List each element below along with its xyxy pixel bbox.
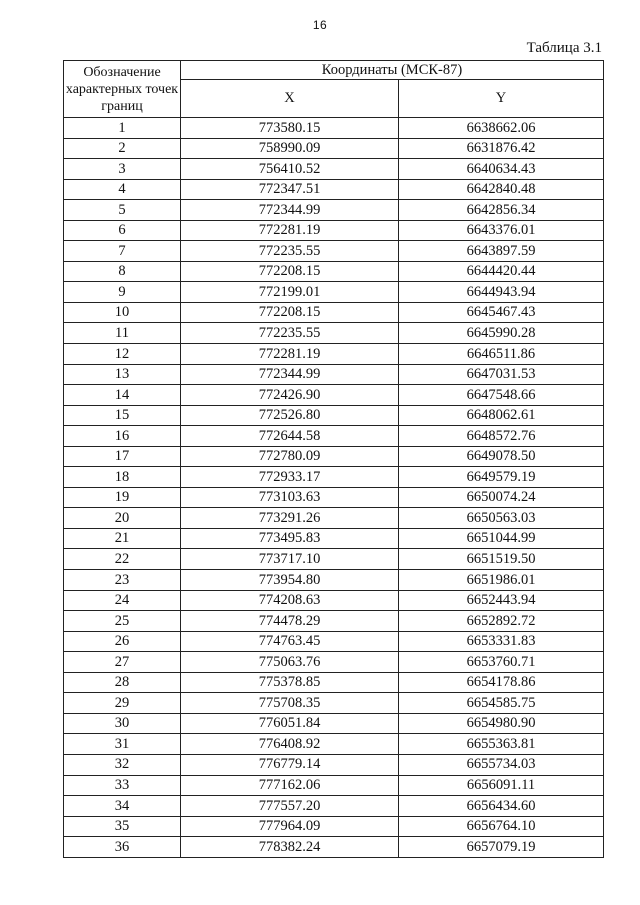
point-number-cell: 33 <box>64 775 181 796</box>
y-coordinate-cell: 6653331.83 <box>399 631 604 652</box>
point-number-cell: 22 <box>64 549 181 570</box>
y-coordinate-cell: 6651986.01 <box>399 570 604 591</box>
point-number-cell: 34 <box>64 796 181 817</box>
y-coordinate-cell: 6652443.94 <box>399 590 604 611</box>
y-coordinate-cell: 6650074.24 <box>399 487 604 508</box>
x-coordinate-cell: 774763.45 <box>181 631 399 652</box>
x-coordinate-cell: 773580.15 <box>181 118 399 139</box>
header-y: Y <box>399 80 604 118</box>
table-row <box>64 652 604 673</box>
y-coordinate-cell: 6654178.86 <box>399 672 604 693</box>
x-coordinate-cell: 774208.63 <box>181 590 399 611</box>
table-row <box>64 446 604 467</box>
point-number-cell: 27 <box>64 652 181 673</box>
x-coordinate-cell: 772344.99 <box>181 364 399 385</box>
table-row <box>64 508 604 529</box>
y-coordinate-cell: 6654980.90 <box>399 713 604 734</box>
x-coordinate-cell: 772235.55 <box>181 323 399 344</box>
point-number-cell: 16 <box>64 426 181 447</box>
table-row <box>64 220 604 241</box>
table-row <box>64 754 604 775</box>
point-number-cell: 17 <box>64 446 181 467</box>
x-coordinate-cell: 772526.80 <box>181 405 399 426</box>
table-row <box>64 159 604 180</box>
x-coordinate-cell: 756410.52 <box>181 159 399 180</box>
table-row <box>64 323 604 344</box>
x-coordinate-cell: 772208.15 <box>181 261 399 282</box>
point-number-cell: 5 <box>64 200 181 221</box>
y-coordinate-cell: 6646511.86 <box>399 344 604 365</box>
y-coordinate-cell: 6656434.60 <box>399 796 604 817</box>
point-number-cell: 6 <box>64 220 181 241</box>
point-number-cell: 20 <box>64 508 181 529</box>
table-row <box>64 549 604 570</box>
point-number-cell: 29 <box>64 693 181 714</box>
table-row <box>64 426 604 447</box>
y-coordinate-cell: 6645990.28 <box>399 323 604 344</box>
table-row <box>64 467 604 488</box>
y-coordinate-cell: 6648572.76 <box>399 426 604 447</box>
table-caption: Таблица 3.1 <box>526 40 602 56</box>
x-coordinate-cell: 772347.51 <box>181 179 399 200</box>
table-row <box>64 261 604 282</box>
table-row <box>64 241 604 262</box>
table-row <box>64 385 604 406</box>
point-number-cell: 11 <box>64 323 181 344</box>
table-row <box>64 837 604 858</box>
x-coordinate-cell: 773291.26 <box>181 508 399 529</box>
y-coordinate-cell: 6649579.19 <box>399 467 604 488</box>
table-row <box>64 118 604 139</box>
table-row <box>64 570 604 591</box>
point-number-cell: 15 <box>64 405 181 426</box>
table-row <box>64 590 604 611</box>
x-coordinate-cell: 776779.14 <box>181 754 399 775</box>
y-coordinate-cell: 6638662.06 <box>399 118 604 139</box>
x-coordinate-cell: 773954.80 <box>181 570 399 591</box>
header-coordinates-group: Координаты (МСК-87) <box>181 61 604 80</box>
x-coordinate-cell: 776408.92 <box>181 734 399 755</box>
y-coordinate-cell: 6643897.59 <box>399 241 604 262</box>
y-coordinate-cell: 6644420.44 <box>399 261 604 282</box>
table-row <box>64 487 604 508</box>
x-coordinate-cell: 777557.20 <box>181 796 399 817</box>
y-coordinate-cell: 6656764.10 <box>399 816 604 837</box>
table-row <box>64 528 604 549</box>
table-row <box>64 796 604 817</box>
y-coordinate-cell: 6651519.50 <box>399 549 604 570</box>
x-coordinate-cell: 777964.09 <box>181 816 399 837</box>
x-coordinate-cell: 778382.24 <box>181 837 399 858</box>
x-coordinate-cell: 775063.76 <box>181 652 399 673</box>
point-number-cell: 2 <box>64 138 181 159</box>
table-row <box>64 816 604 837</box>
y-coordinate-cell: 6648062.61 <box>399 405 604 426</box>
x-coordinate-cell: 773495.83 <box>181 528 399 549</box>
point-number-cell: 12 <box>64 344 181 365</box>
x-coordinate-cell: 772780.09 <box>181 446 399 467</box>
y-coordinate-cell: 6655363.81 <box>399 734 604 755</box>
point-number-cell: 35 <box>64 816 181 837</box>
point-number-cell: 23 <box>64 570 181 591</box>
x-coordinate-cell: 776051.84 <box>181 713 399 734</box>
y-coordinate-cell: 6647031.53 <box>399 364 604 385</box>
x-coordinate-cell: 777162.06 <box>181 775 399 796</box>
coordinates-table <box>63 60 604 858</box>
table-row <box>64 364 604 385</box>
x-coordinate-cell: 773103.63 <box>181 487 399 508</box>
y-coordinate-cell: 6645467.43 <box>399 302 604 323</box>
y-coordinate-cell: 6654585.75 <box>399 693 604 714</box>
point-number-cell: 1 <box>64 118 181 139</box>
point-number-cell: 19 <box>64 487 181 508</box>
x-coordinate-cell: 772281.19 <box>181 220 399 241</box>
x-coordinate-cell: 772199.01 <box>181 282 399 303</box>
point-number-cell: 14 <box>64 385 181 406</box>
table-row <box>64 282 604 303</box>
point-number-cell: 25 <box>64 611 181 632</box>
point-number-cell: 8 <box>64 261 181 282</box>
table-row <box>64 344 604 365</box>
point-number-cell: 10 <box>64 302 181 323</box>
page-number: 16 <box>312 18 328 32</box>
point-number-cell: 3 <box>64 159 181 180</box>
y-coordinate-cell: 6642840.48 <box>399 179 604 200</box>
x-coordinate-cell: 772644.58 <box>181 426 399 447</box>
point-number-cell: 18 <box>64 467 181 488</box>
header-point-designation: Обозначение характерных точек границ <box>64 61 181 118</box>
y-coordinate-cell: 6656091.11 <box>399 775 604 796</box>
point-number-cell: 32 <box>64 754 181 775</box>
table-row <box>64 672 604 693</box>
x-coordinate-cell: 775378.85 <box>181 672 399 693</box>
y-coordinate-cell: 6652892.72 <box>399 611 604 632</box>
y-coordinate-cell: 6640634.43 <box>399 159 604 180</box>
y-coordinate-cell: 6643376.01 <box>399 220 604 241</box>
y-coordinate-cell: 6650563.03 <box>399 508 604 529</box>
x-coordinate-cell: 772933.17 <box>181 467 399 488</box>
y-coordinate-cell: 6657079.19 <box>399 837 604 858</box>
y-coordinate-cell: 6642856.34 <box>399 200 604 221</box>
point-number-cell: 4 <box>64 179 181 200</box>
point-number-cell: 13 <box>64 364 181 385</box>
x-coordinate-cell: 774478.29 <box>181 611 399 632</box>
x-coordinate-cell: 772208.15 <box>181 302 399 323</box>
point-number-cell: 7 <box>64 241 181 262</box>
x-coordinate-cell: 758990.09 <box>181 138 399 159</box>
point-number-cell: 9 <box>64 282 181 303</box>
x-coordinate-cell: 775708.35 <box>181 693 399 714</box>
point-number-cell: 24 <box>64 590 181 611</box>
table-row <box>64 693 604 714</box>
y-coordinate-cell: 6651044.99 <box>399 528 604 549</box>
y-coordinate-cell: 6649078.50 <box>399 446 604 467</box>
table-row <box>64 713 604 734</box>
table-row <box>64 302 604 323</box>
y-coordinate-cell: 6647548.66 <box>399 385 604 406</box>
x-coordinate-cell: 772235.55 <box>181 241 399 262</box>
table-row <box>64 179 604 200</box>
y-coordinate-cell: 6631876.42 <box>399 138 604 159</box>
y-coordinate-cell: 6653760.71 <box>399 652 604 673</box>
table-row <box>64 138 604 159</box>
y-coordinate-cell: 6655734.03 <box>399 754 604 775</box>
table-row <box>64 200 604 221</box>
table-body <box>64 118 604 858</box>
table-row <box>64 775 604 796</box>
point-number-cell: 26 <box>64 631 181 652</box>
table-header <box>64 61 604 118</box>
point-number-cell: 30 <box>64 713 181 734</box>
table-row <box>64 405 604 426</box>
table-row <box>64 631 604 652</box>
x-coordinate-cell: 772426.90 <box>181 385 399 406</box>
point-number-cell: 36 <box>64 837 181 858</box>
x-coordinate-cell: 773717.10 <box>181 549 399 570</box>
table-row <box>64 611 604 632</box>
y-coordinate-cell: 6644943.94 <box>399 282 604 303</box>
point-number-cell: 31 <box>64 734 181 755</box>
header-x: X <box>181 80 399 118</box>
table-row <box>64 734 604 755</box>
x-coordinate-cell: 772281.19 <box>181 344 399 365</box>
point-number-cell: 28 <box>64 672 181 693</box>
point-number-cell: 21 <box>64 528 181 549</box>
x-coordinate-cell: 772344.99 <box>181 200 399 221</box>
